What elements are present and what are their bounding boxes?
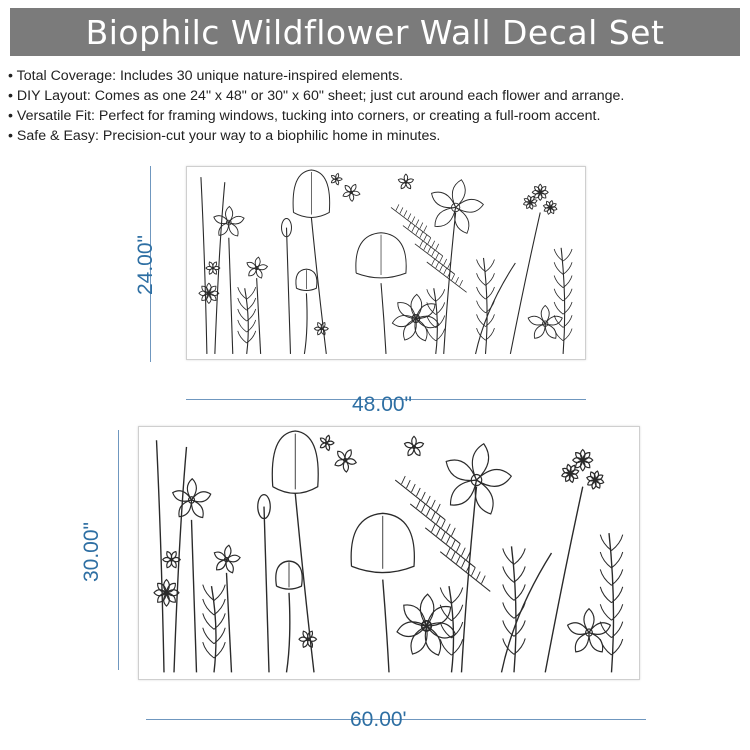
page-title: Biophilc Wildflower Wall Decal Set (85, 12, 665, 52)
large-sheet-height-label: 30.00" (80, 521, 104, 583)
small-sheet-width-label: 48.00" (352, 393, 413, 416)
feature-list (8, 66, 748, 146)
small-sheet-height-label: 24.00" (134, 234, 158, 296)
feature-item: • Versatile Fit: Perfect for framing windows, tucking into corners, or creating a full-room accent. (8, 106, 748, 126)
large-sheet-decal (138, 426, 640, 680)
feature-item: • Safe & Easy: Precision-cut your way to a biophilic home in minutes. (8, 126, 748, 146)
wildflower-illustration (139, 427, 639, 679)
feature-item: • DIY Layout: Comes as one 24" x 48" or 30" x 60" sheet; just cut around each flower and arrange. (8, 86, 748, 106)
small-sheet-decal (186, 166, 586, 360)
title-bar (10, 8, 740, 56)
large-sheet-width-label: 60.00' (350, 708, 407, 731)
height-dimension-line (118, 430, 119, 670)
feature-item: • Total Coverage: Includes 30 unique nature-inspired elements. (8, 66, 748, 86)
wildflower-illustration (187, 167, 585, 359)
